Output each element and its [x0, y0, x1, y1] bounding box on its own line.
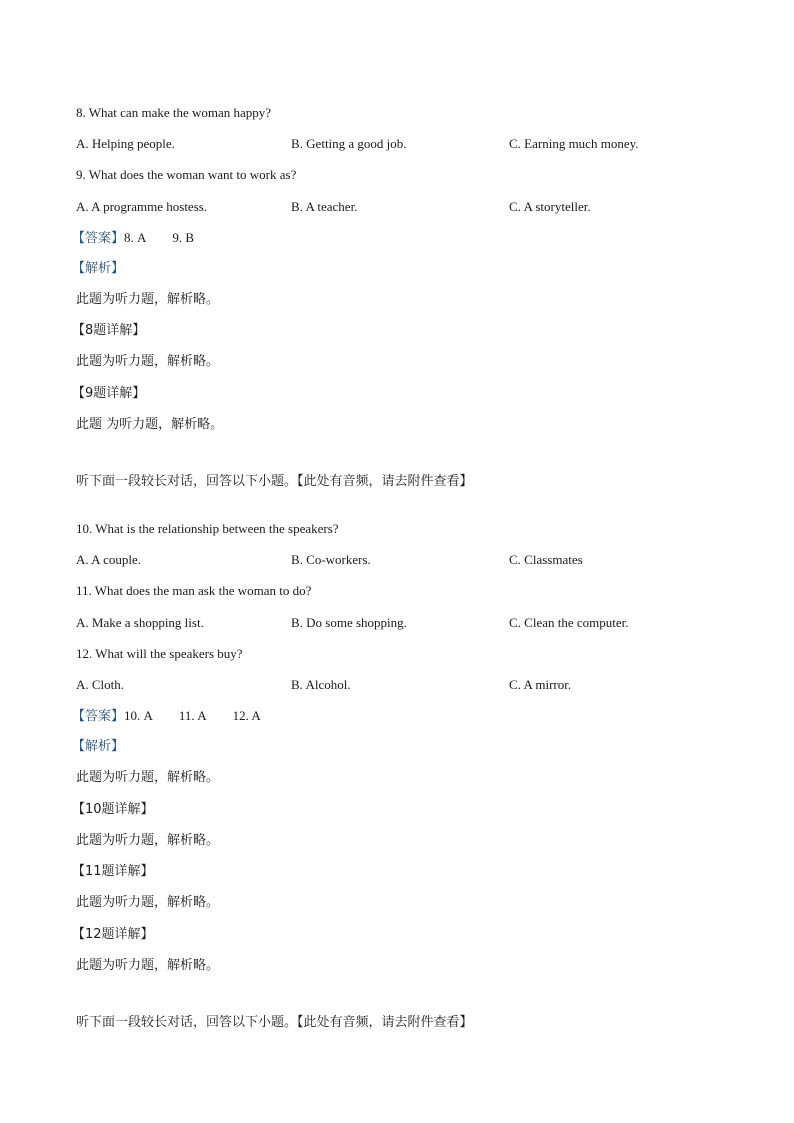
- q8-option-c: C. Earning much money.: [509, 136, 639, 151]
- q10-option-c: C. Classmates: [509, 552, 583, 567]
- question-12: 12. What will the speakers buy?: [76, 646, 243, 661]
- question-10: 10. What is the relationship between the speakers?: [76, 521, 339, 536]
- q9-option-a: A. A programme hostess.: [76, 199, 208, 214]
- q12-option-a: A. Cloth.: [76, 677, 125, 692]
- detail-8-label: 【8题详解】: [72, 323, 146, 338]
- detail-12-label: 【12题详解】: [72, 927, 154, 942]
- answer-label: 【答案】: [72, 709, 125, 724]
- answer-12: 12. A: [232, 708, 261, 723]
- question-8: 8. What can make the woman happy?: [76, 105, 272, 120]
- q12-option-b: B. Alcohol.: [291, 677, 351, 692]
- analysis-text-2: 此题为听力题，解析略。: [76, 770, 220, 785]
- detail-12-text: 此题为听力题，解析略。: [76, 958, 220, 973]
- answer-line-8-9: [72, 229, 194, 248]
- answer-8: 8. A: [124, 230, 147, 245]
- answer-10: 10. A: [124, 708, 153, 723]
- detail-8-text: 此题为听力题，解析略。: [76, 354, 220, 369]
- detail-10-label: 【10题详解】: [72, 802, 154, 817]
- listening-instruction-1: 听下面一段较长对话，回答以下小题。【此处有音频，请去附件查看】: [76, 474, 473, 489]
- listening-instruction-2: 听下面一段较长对话，回答以下小题。【此处有音频，请去附件查看】: [76, 1015, 473, 1030]
- analysis-label-1: 【解析】: [72, 261, 125, 276]
- detail-10-text: 此题为听力题，解析略。: [76, 833, 220, 848]
- answer-label: 【答案】: [72, 231, 125, 246]
- q11-option-b: B. Do some shopping.: [291, 615, 407, 630]
- q11-option-c: C. Clean the computer.: [509, 615, 629, 630]
- q12-option-c: C. A mirror.: [509, 677, 572, 692]
- analysis-label-2: 【解析】: [72, 739, 125, 754]
- detail-11-label: 【11题详解】: [72, 864, 154, 879]
- q9-option-c: C. A storyteller.: [509, 199, 591, 214]
- answer-11: 11. A: [178, 708, 207, 723]
- q8-option-b: B. Getting a good job.: [291, 136, 407, 151]
- q10-option-a: A. A couple.: [76, 552, 141, 567]
- detail-11-text: 此题为听力题，解析略。: [76, 895, 220, 910]
- question-11: 11. What does the man ask the woman to do?: [76, 583, 312, 598]
- q8-option-a: A. Helping people.: [76, 136, 175, 151]
- q10-option-b: B. Co-workers.: [291, 552, 371, 567]
- answer-line-10-12: [72, 707, 261, 726]
- question-9: 9. What does the woman want to work as?: [76, 167, 297, 182]
- q9-option-b: B. A teacher.: [291, 199, 358, 214]
- q11-option-a: A. Make a shopping list.: [76, 615, 204, 630]
- answer-9: 9. B: [172, 230, 195, 245]
- analysis-text-1: 此题为听力题，解析略。: [76, 292, 220, 307]
- detail-9-text: 此题 为听力题，解析略。: [76, 417, 224, 432]
- detail-9-label: 【9题详解】: [72, 386, 146, 401]
